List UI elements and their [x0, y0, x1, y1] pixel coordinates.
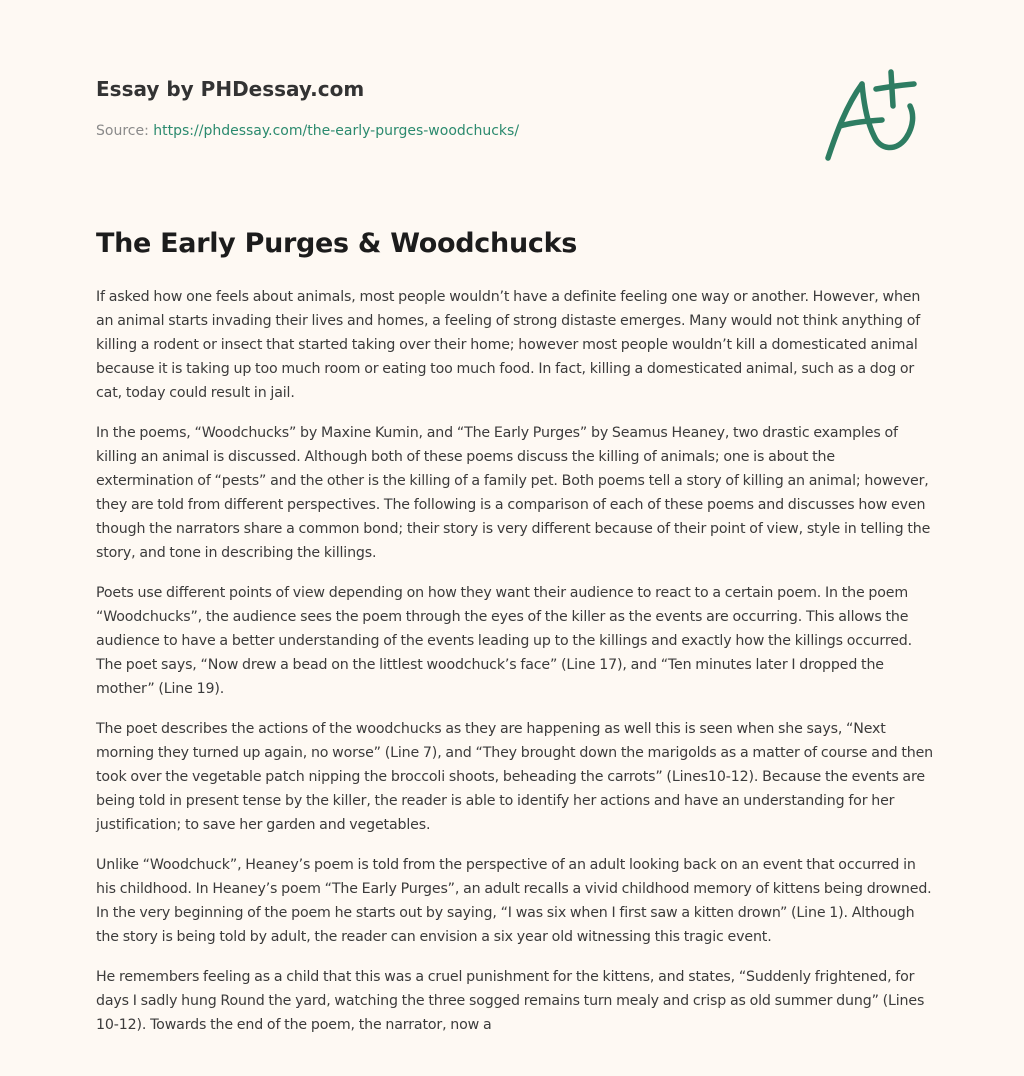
essay-header — [96, 75, 796, 141]
brand-title: Essay by PHDessay.com — [96, 77, 365, 101]
source-line — [96, 121, 796, 141]
essay-body — [96, 285, 936, 1053]
source-label: Source: — [96, 123, 154, 139]
paragraph: Unlike “Woodchuck”, Heaney’s poem is told from the perspective of an adult looking back on an event that occurred in his childhood. In Heaney’s poem “The Early Purges”, an adult recalls a vivid childhood memory of kittens being drowned. In the very beginning of the poem he starts out by saying, “I was six when I first saw a kitten drown” (Line 1). Although the story is being told by adult, the reader can envision a six year old witnessing this tragic event. — [96, 857, 932, 945]
essay-title: The Early Purges & Woodchucks — [96, 228, 577, 259]
paragraph: Poets use different points of view depending on how they want their audience to react to a certain poem. In the poem “Woodchucks”, the audience sees the poem through the eyes of the killer as the events are occurring. This allows the audience to have a better understanding of the events leading up to the killings and exactly how the killings occurred. The poet says, “Now drew a bead on the littlest woodchuck’s face” (Line 17), and “Ten minutes later I dropped the mother” (Line 19). — [96, 585, 913, 697]
paragraph: In the poems, “Woodchucks” by Maxine Kumin, and “The Early Purges” by Seamus Heaney, two drastic examples of killing an animal is discussed. Although both of these poems discuss the killing of animals; one is about the extermination of “pests” and the other is the killing of a family pet. Both poems tell a story of killing an animal; however, they are told from different perspectives. The following is a comparison of each of these poems and discusses how even though the narrators share a common bond; their story is very different because of their point of view, style in telling the story, and tone in describing the killings. — [96, 425, 931, 561]
paragraph: The poet describes the actions of the woodchucks as they are happening as well this is seen when she says, “Next morning they turned up again, no worse” (Line 7), and “They brought down the marigolds as a matter of course and then took over the vegetable patch nipping the broccoli shoots, beheading the carrots” (Lines10-12). Because the events are being told in present tense by the killer, the reader is able to identify her actions and have an understanding for her justification; to save her garden and vegetables. — [96, 721, 933, 833]
a-plus-grade-icon — [818, 66, 930, 166]
paragraph: He remembers feeling as a child that this was a cruel punishment for the kittens, and states, “Suddenly frightened, for days I sadly hung Round the yard, watching the three sogged remains turn mealy and crisp as old summer dung” (Lines 10-12). Towards the end of the poem, the narrator, now a — [96, 969, 925, 1033]
paragraph: If asked how one feels about animals, most people wouldn’t have a definite feeling one way or another. However, when an animal starts invading their lives and homes, a feeling of strong distaste emerges. Many would not think anything of killing a rodent or insect that started taking over their home; however most people wouldn’t kill a domesticated animal because it is taking up too much room or eating too much food. In fact, killing a domesticated animal, such as a dog or cat, today could result in jail. — [96, 289, 921, 401]
source-link[interactable]: https://phdessay.com/the-early-purges-woodchucks/ — [153, 123, 520, 139]
